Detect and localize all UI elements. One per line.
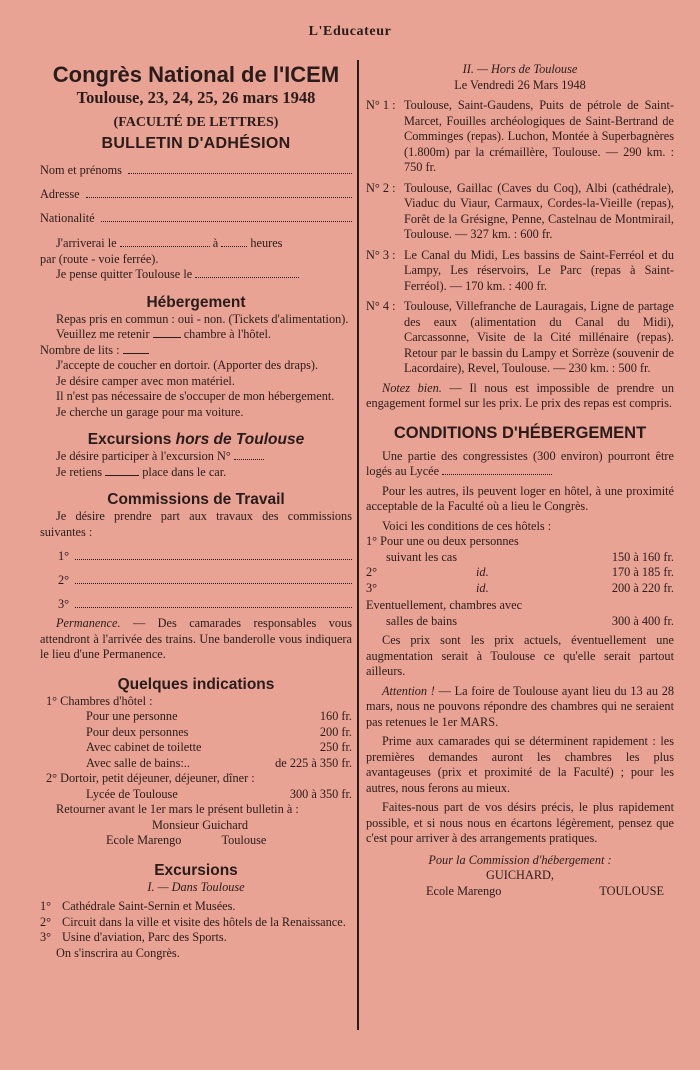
permanence-paragraph — [40, 616, 352, 663]
hotel-cond-3 — [366, 581, 674, 597]
price-row-3-value: 250 fr. — [319, 740, 352, 754]
hotel-cond-1 — [386, 550, 674, 566]
excursion-4-text: Toulouse, Villefranche de Lauragais, Ligne de partage des eaux (alimentation du Canal du Midi), Carcassonne, Visite de la Cité millénaire (repas). Retour par le bassin du Lampy et Sorrèze (souvenir de Lacordaire), Revel, Toulouse. — 230 km. : 500 fr. — [404, 299, 674, 375]
left-column — [40, 62, 352, 961]
excursion-part-line — [40, 449, 352, 465]
lycee-price: 300 à 350 fr. — [289, 786, 352, 801]
hebergement-title: Hébergement — [146, 293, 246, 311]
conditions-p1-text: Une partie des congressistes (300 environ) pourront être logés au Lycée — [366, 448, 674, 478]
attention-label: Attention ! — [382, 683, 435, 698]
beds-label: Nombre de lits : — [40, 342, 120, 357]
price-row-3 — [86, 740, 352, 756]
price-row-1-label: Pour une personne — [86, 709, 178, 723]
nationality-line[interactable] — [101, 221, 352, 222]
excursion-2 — [366, 181, 674, 243]
commission-3-line[interactable] — [75, 607, 352, 608]
arrival-hours: heures — [250, 236, 283, 250]
nationality-label: Nationalité — [40, 210, 95, 225]
price-note — [366, 381, 674, 412]
hotel-cond-1-value: 150 à 160 fr. — [611, 549, 674, 564]
seats-blank[interactable] — [105, 475, 139, 476]
reserve-line — [40, 327, 352, 343]
in-town-item-3-num: 3° — [40, 930, 52, 944]
hotel-rooms-heading: 1° Chambres d'hôtel : — [46, 693, 153, 708]
rooms-blank[interactable] — [153, 337, 181, 338]
in-town-item-3 — [40, 930, 352, 946]
excursion-part-label: Je désire participer à l'excursion N° — [56, 449, 231, 463]
price-row-1-value: 160 fr. — [319, 709, 352, 723]
departure-label: Je pense quitter Toulouse le — [56, 267, 193, 281]
commission-1-label: 1° — [58, 548, 70, 563]
hotel-cond-4 — [386, 614, 674, 630]
permanence-label: Permanence. — [56, 616, 121, 630]
garage-text: Je cherche un garage pour ma voiture. — [56, 404, 244, 419]
nationality-field[interactable] — [40, 202, 352, 226]
commission-2-line[interactable] — [75, 583, 352, 584]
name-line[interactable] — [128, 173, 352, 174]
commission-1[interactable] — [58, 540, 352, 564]
conditions-p4: Ces prix sont les prix actuels, éventuellement une augmentation serait à Toulouse ce qu'elle serait partout ailleurs. — [366, 633, 674, 678]
name-field[interactable] — [40, 154, 352, 178]
hotel-cond-2-value: 170 à 185 fr. — [611, 565, 674, 579]
price-row-2-value: 200 fr. — [319, 724, 352, 739]
excursions-title: Excursions — [154, 861, 238, 879]
price-row-1 — [86, 709, 352, 725]
dorm-text: J'accepte de coucher en dortoir. (Apporter des draps). — [56, 358, 319, 372]
conditions-title: CONDITIONS D'HÉBERGEMENT — [393, 423, 647, 442]
dorm-line: 2° Dortoir, petit déjeuner, déjeuner, dîner : — [46, 771, 255, 785]
excursions-out-word: Excursions — [87, 431, 176, 448]
attention-text: — La foire de Toulouse ayant lieu du 13 au 28 mars, nous ne pouvons répondre des chambres qui ne seraient pas retenues le 1er MARS. — [366, 683, 675, 729]
commissions-intro: Je désire prendre part aux travaux des commissions suivantes : — [40, 509, 352, 539]
arrival-line — [40, 236, 352, 252]
in-town-item-1-num: 1° — [40, 899, 52, 913]
price-row-4-value: de 225 à 350 fr. — [275, 755, 352, 770]
excursion-3-num: N° 3 : — [366, 247, 396, 262]
arrival-at: à — [212, 236, 219, 250]
camp-note: Il n'est pas nécessaire de s'occuper de mon hébergement. — [56, 389, 335, 403]
excursions-in-town-sub: I. — Dans Toulouse — [147, 879, 245, 894]
permanence-text: — Des camarades responsables vous attendront à l'arrivée des trains. Une banderolle vous indiquera le lieu d'une Permanence. — [40, 616, 352, 661]
column-divider — [357, 60, 359, 1030]
arrival-hour-blank[interactable] — [221, 246, 247, 247]
congress-dates: Toulouse, 23, 24, 25, 26 mars 1948 — [76, 88, 316, 107]
arrival-label: J'arriverai le — [56, 236, 117, 250]
conditions-p2: Pour les autres, ils peuvent loger en hôtel, à une proximité acceptable de la Faculté où a lieu le Congrès. — [366, 483, 674, 513]
commission-2[interactable] — [58, 564, 352, 588]
excursion-date: Le Vendredi 26 Mars 1948 — [454, 77, 586, 92]
recipient-school: Ecole Marengo — [106, 833, 182, 847]
commission-3[interactable] — [58, 588, 352, 612]
price-row-4-label: Avec salle de bains:.. — [86, 755, 190, 770]
hotel-cond-1a: 1° Pour une ou deux personnes — [366, 534, 519, 548]
price-row-3-label: Avec cabinet de toilette — [86, 740, 202, 754]
conditions-p6: Faites-nous part de vos désirs précis, le plus rapidement possible, et si nous nous en écartons légèrement, pensez que c'est pour arriver à des arrangements pratiques. — [366, 800, 674, 845]
excursion-3 — [366, 248, 674, 295]
reserve-label-b: chambre à l'hôtel. — [183, 327, 271, 341]
departure-line — [40, 267, 352, 283]
commission-1-line[interactable] — [75, 559, 352, 560]
excursion-2-text: Toulouse, Gaillac (Caves du Coq), Albi (cathédrale), Viaduc du Viaur, Carmaux, Cordes-la-Vieille (repas), Forêt de la Grésigne, Penne, Castelnau de Montmirail, Toulouse. — 327 km. : 600 fr. — [404, 180, 674, 241]
registration-note: On s'inscrira au Congrès. — [56, 945, 180, 960]
excursion-4 — [366, 299, 674, 377]
in-town-list — [40, 899, 352, 946]
signature-name: GUICHARD, — [486, 868, 554, 882]
hotel-cond-2-label: id. — [476, 565, 489, 579]
indications-title: Quelques indications — [117, 675, 275, 693]
attention-paragraph — [366, 684, 674, 731]
hotel-cond-2-num: 2° — [366, 565, 378, 579]
commissions-title: Commissions de Travail — [107, 491, 285, 508]
price-row-4 — [86, 756, 352, 772]
price-row-2 — [86, 725, 352, 741]
departure-date-blank[interactable] — [195, 277, 299, 278]
excursion-2-num: N° 2 : — [366, 180, 396, 195]
signature-city: TOULOUSE — [599, 883, 664, 898]
reserve-label: Veuillez me retenir — [56, 327, 150, 341]
camp-text: Je désire camper avec mon matériel. — [56, 373, 235, 388]
hotel-cond-3-value: 200 à 220 fr. — [611, 580, 674, 595]
hotel-cond-2 — [366, 565, 674, 581]
hotel-cond-4-value: 300 à 400 fr. — [611, 613, 674, 628]
conditions-p3: Voici les conditions de ces hôtels : — [382, 518, 552, 533]
excursion-3-text: Le Canal du Midi, Les bassins de Saint-Ferréol et du Lampy, Les réservoirs, Le Parc (repas à Saint-Ferréol). — 170 km. : 400 fr. — [404, 247, 674, 293]
price-row-2-label: Pour deux personnes — [86, 724, 189, 739]
excursions-out-sub: II. — Hors de Toulouse — [462, 62, 578, 76]
hotel-cond-3-label: id. — [476, 580, 489, 595]
address-line[interactable] — [86, 197, 352, 198]
beds-blank[interactable] — [123, 353, 149, 354]
address-label: Adresse — [40, 186, 80, 201]
in-town-item-2 — [40, 915, 352, 931]
return-text: Retourner avant le 1er mars le présent bulletin à : — [56, 802, 299, 816]
bulletin-title: BULLETIN D'ADHÉSION — [101, 135, 291, 152]
arrival-mode: par (route - voie ferrée). — [40, 251, 159, 266]
excursion-seats-line — [40, 465, 352, 481]
hotel-cond-4-label: salles de bains — [386, 613, 458, 628]
conditions-p5: Prime aux camarades qui se déterminent rapidement : les premières demandes auront les chambres les plus avantageuses (prix et proximité de la Faculté) ; pour les autres, nous ferons au mieux. — [366, 734, 674, 795]
meals-text: Repas pris en commun : oui - non. (Tickets d'alimentation). — [56, 311, 349, 326]
excursions-out-title — [40, 430, 352, 449]
excursion-1-num: N° 1 : — [366, 98, 396, 112]
venue: (FACULTÉ DE LETTRES) — [113, 115, 279, 130]
in-town-item-2-num: 2° — [40, 914, 52, 929]
lycee-blank[interactable] — [442, 474, 552, 475]
price-note-label: Notez bien. — [382, 380, 442, 395]
signature-org: Pour la Commission d'hébergement : — [428, 852, 612, 867]
commission-2-label: 2° — [58, 572, 70, 587]
in-town-item-1-text: Cathédrale Saint-Sernin et Musées. — [62, 899, 236, 913]
excursion-4-num: N° 4 : — [366, 299, 396, 313]
excursion-seats-label-b: place dans le car. — [142, 464, 227, 479]
excursions-out-place: hors de Toulouse — [175, 431, 305, 448]
price-note-text: — Il nous est impossible de prendre un engagement formel sur les prix. Le prix des repas est compris. — [366, 380, 674, 410]
conditions-p1 — [366, 449, 674, 480]
commission-3-label: 3° — [58, 596, 70, 611]
recipient-city: Toulouse — [221, 833, 267, 847]
hotel-cond-3-num: 3° — [366, 580, 378, 595]
in-town-item-3-text: Usine d'aviation, Parc des Sports. — [62, 930, 227, 944]
excursion-number-blank[interactable] — [234, 459, 264, 460]
right-column — [366, 62, 674, 899]
excursion-seats-label: Je retiens — [56, 464, 103, 479]
name-label: Nom et prénoms — [40, 162, 122, 177]
address-field[interactable] — [40, 178, 352, 202]
in-town-item-1 — [40, 899, 352, 915]
hotel-cond-4a: Eventuellement, chambres avec — [366, 598, 523, 612]
lycee-row — [86, 787, 352, 803]
arrival-date-blank[interactable] — [120, 246, 210, 247]
lycee-label: Lycée de Toulouse — [86, 786, 178, 801]
signature-address — [366, 884, 674, 900]
congress-title: Congrès National de l'ICEM — [52, 62, 340, 87]
recipient: Monsieur Guichard — [152, 817, 248, 832]
excursion-1-text: Toulouse, Saint-Gaudens, Puits de pétrole de Saint-Marcet, Fouilles archéologiques de Saint-Bertrand de Comminges (repas). Luchon, Montée à Superbagnères (1.800m) par la crémaillère, Toulouse. — 290 km. : 750 fr. — [404, 98, 674, 174]
hotel-cond-1-label: suivant les cas — [386, 549, 458, 564]
in-town-item-2-text: Circuit dans la ville et visite des hôtels de la Renaissance. — [62, 914, 346, 929]
beds-line — [40, 343, 352, 359]
page-header: L'Educateur — [308, 24, 392, 39]
excursion-1 — [366, 98, 674, 176]
signature-school: Ecole Marengo — [426, 883, 502, 898]
recipient-address — [106, 833, 352, 849]
